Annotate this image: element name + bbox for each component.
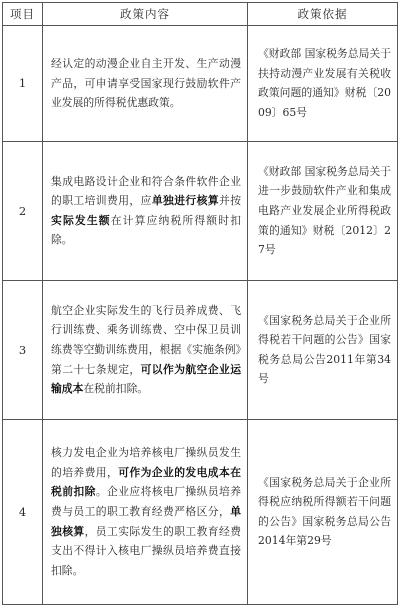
content-text: 经认定的动漫企业自主开发、生产动漫产品，可申请享受国家现行鼓励软件产业发展的所得税优惠政策。: [51, 57, 241, 110]
policy-basis: [248, 419, 398, 604]
table-row: [3, 280, 398, 419]
table-row: [3, 419, 398, 604]
emphasis-text: 单独进行核算: [151, 194, 220, 208]
table-row: [3, 26, 398, 142]
policy-basis: [248, 280, 398, 419]
policy-content: [43, 141, 248, 280]
content-text: ，员工实际发生的职工教育经费支出不得计入核电厂操纵员培养费直接扣除。: [51, 524, 242, 577]
content-text: 航空企业实际发生的飞行员养成费、飞行训练费、乘务训练费、空中保卫员训练费等空勤训练费用，根据《实施条例》第二十七条规定，: [51, 303, 241, 376]
row-number: 3: [3, 280, 43, 419]
content-text: 集成电路设计企业和符合条件软件企业的职工培训费用，应: [51, 174, 241, 208]
emphasis-text: 可以作为航空企业运输成本: [51, 362, 242, 396]
content-text: 核力发电企业为培养核电厂操纵员发生的培养费用，: [51, 446, 241, 479]
emphasis-text: 实际发生额: [51, 213, 111, 227]
policy-content: [43, 26, 248, 142]
policy-content: [43, 419, 248, 604]
policy-basis: [248, 26, 398, 142]
basis-text: 《财政部 国家税务总局关于进一步鼓励软件产业和集成电路产业发展企业所得税政策的通知》财税〔2012〕27号: [258, 164, 391, 257]
basis-text: 《国家税务总局关于企业所得税应纳税所得额若干问题的公告》国家税务总局公告2014年第29号: [258, 475, 391, 548]
header-content: 政策内容: [43, 3, 248, 26]
row-number: 2: [3, 141, 43, 280]
row-number: 4: [3, 419, 43, 604]
row-number: 1: [3, 26, 43, 142]
basis-text: 《财政部 国家税务总局关于扶持动漫产业发展有关税收政策问题的通知》财税〔2009〕65号: [258, 47, 391, 119]
table-row: [3, 141, 398, 280]
policy-basis: [248, 141, 398, 280]
content-text: 并按: [219, 194, 242, 208]
emphasis-text: 可作为企业的发电成本在税前扣除: [51, 465, 242, 499]
header-row: [3, 3, 398, 26]
content-text: 。企业应将核电厂操纵员培养费与员工的职工教育经费严格区分，: [51, 485, 242, 519]
basis-text: 《国家税务总局关于企业所得税若干问题的公告》国家税务总局公告2011年第34号: [258, 313, 391, 386]
policy-content: [43, 280, 248, 419]
header-item: 项目: [3, 3, 43, 26]
content-text: 在税前扣除。: [83, 382, 149, 396]
emphasis-text: 单独核算: [51, 505, 241, 538]
header-basis: 政策依据: [248, 3, 398, 26]
content-text: 在计算应纳税所得额时扣除。: [51, 213, 241, 247]
policy-table: [2, 2, 398, 605]
